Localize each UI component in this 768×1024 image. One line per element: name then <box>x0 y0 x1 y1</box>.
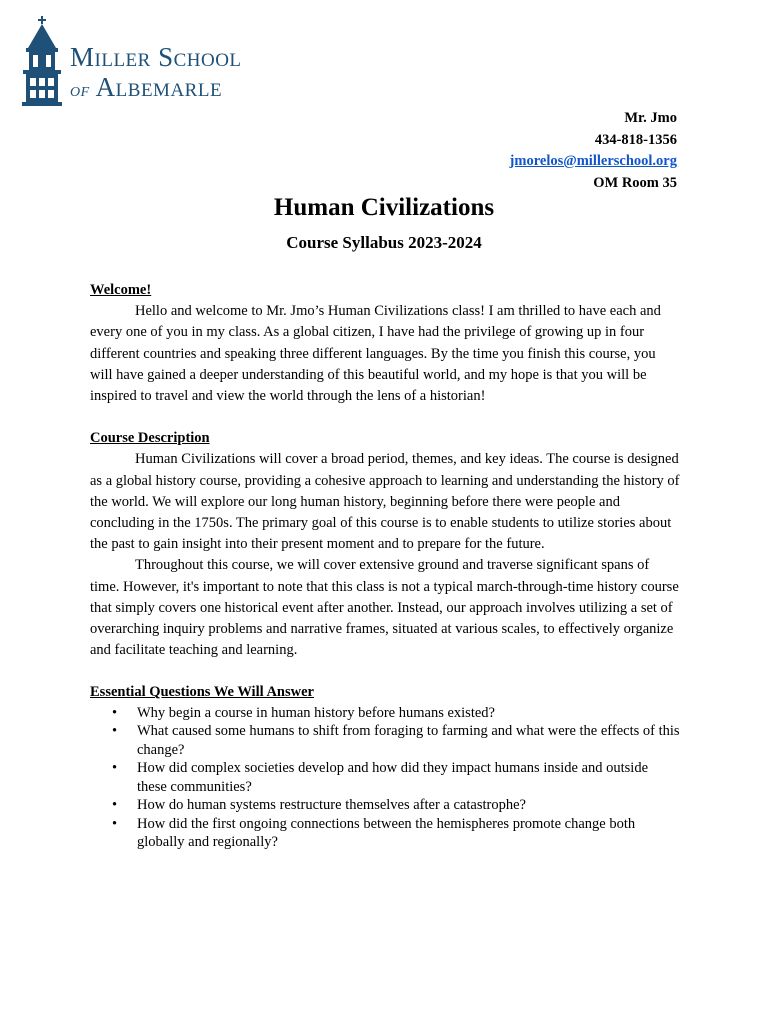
description-paragraph-1: Human Civilizations will cover a broad period, themes, and key ideas. The course is designed as a global history course, providing a cohesive approach to learning and understanding the history of the world. We will explore our long human history, beginning before there were people and concluding in the 1750s. The primary goal of this course is to enable students to utilize stories about the past to gain insight into their present moment and to prepare for the future. <box>90 451 680 553</box>
logo-wordmark <box>70 42 242 105</box>
welcome-heading: Welcome! <box>90 282 152 298</box>
question-text: How did complex societies develop and how did they impact humans inside and outside these communities? <box>137 760 649 795</box>
course-subtitle: Course Syllabus 2023-2024 <box>286 233 482 252</box>
logo-line-2-text: Albemarle <box>95 72 223 102</box>
question-text: Why begin a course in human history before humans existed? <box>137 704 495 721</box>
question-text: How did the first ongoing connections between the hemispheres promote change both globally and regionally? <box>137 815 636 851</box>
logo-line-2 <box>70 72 242 105</box>
description-heading: Course Description <box>90 430 210 447</box>
syllabus-body <box>90 280 680 852</box>
bullet-icon: • <box>112 723 118 740</box>
questions-list <box>90 704 680 852</box>
questions-heading: Essential Questions We Will Answer <box>90 684 314 701</box>
list-item <box>90 704 680 723</box>
logo-line-1: Miller School <box>70 42 242 72</box>
list-item <box>90 796 680 815</box>
list-item <box>90 759 680 796</box>
list-item <box>90 815 680 852</box>
question-text: What caused some humans to shift from foraging to farming and what were the effects of this change? <box>137 723 680 758</box>
bullet-icon: • <box>112 704 118 721</box>
bullet-icon: • <box>112 760 118 777</box>
bullet-icon: • <box>112 797 118 814</box>
welcome-paragraph: Hello and welcome to Mr. Jmo’s Human Civilizations class! I am thrilled to have each and every one of you in my class. As a global citizen, I have had the privilege of growing up in four different countries and speaking three different languages. By the time you finish this course, you will have gained a deeper understanding of this beautiful world, and my hope is that you will be inspired to travel and view the world through the lens of a historian! <box>90 303 661 405</box>
school-logo <box>18 16 258 106</box>
question-text: How do human systems restructure themselves after a catastrophe? <box>137 797 526 814</box>
description-paragraph-2: Throughout this course, we will cover extensive ground and traverse significant spans of time. However, it's important to note that this class is not a typical march-through-time history course that simply covers one historical event after another. Instead, our approach involves utilizing a set of overarching inquiry problems and narrative frames, situated at various scales, to effectively organize and facilitate teaching and learning. <box>90 557 679 659</box>
teacher-contact <box>510 108 677 194</box>
teacher-phone: 434-818-1356 <box>594 131 677 148</box>
teacher-name: Mr. Jmo <box>624 110 677 126</box>
bell-tower-icon <box>20 16 64 106</box>
logo-of: of <box>70 79 90 101</box>
teacher-email-link[interactable]: jmorelos@millerschool.org <box>509 153 677 169</box>
bullet-icon: • <box>112 815 118 832</box>
teacher-room: OM Room 35 <box>593 174 677 191</box>
list-item <box>90 722 680 759</box>
course-title: Human Civilizations <box>273 194 495 221</box>
